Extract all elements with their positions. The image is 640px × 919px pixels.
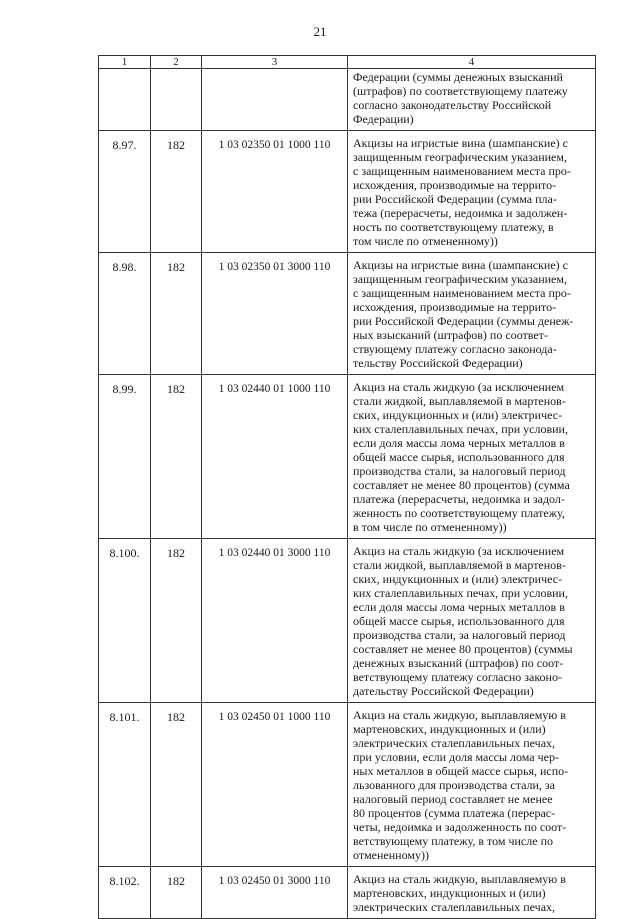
description-line: защищенным географическим указанием, [353,272,567,286]
description-line: при условии, если доля массы лома чер- [353,750,559,764]
table-row [99,867,596,919]
header-col-3: 3 [202,56,348,69]
row-number-cell: 8.101. [99,703,151,867]
page-number: 21 [313,24,327,39]
description-line: (штрафов) по соответствующему платежу [353,84,568,98]
description-line: том числе по отмененному)) [353,234,498,248]
description-line: платежа (перерасчеты, недоимка и задол- [353,492,565,506]
administrator-code-cell [151,69,202,131]
description-line: электрических сталеплавильных печах, [353,900,556,914]
description-line: четы, недоимка и задолженность по соот- [353,820,567,834]
description-line: общей массе сырья, использованного для [353,450,565,464]
administrator-code-cell: 182 [151,539,202,703]
table-row [99,375,596,539]
description-line: в том числе по отмененному)) [353,520,507,534]
budget-code-cell: 1 03 02350 01 3000 110 [202,253,348,375]
description-line: ских, индукционных и (или) электричес- [353,408,563,422]
description-line: ствующему платежу согласно законода- [353,342,557,356]
description-line: ных взысканий (штрафов) по соответ- [353,328,548,342]
description-line: отмененному)) [353,848,429,862]
description-line: Федерации (суммы денежных взысканий [353,70,563,84]
description-line: 80 процентов (сумма платежа (перерас- [353,806,556,820]
description-line: составляет не менее 80 процентов) (суммы [353,642,573,656]
table-row [99,131,596,253]
description-line: производства стали, за налоговый период [353,464,566,478]
description-line: тельству Российской Федерации) [353,356,523,370]
description-line: Акциз на сталь жидкую (за исключением [353,380,565,394]
description-cell [348,131,596,253]
description-line: ветствующему платежу, в том числе по [353,834,553,848]
description-line: электрических сталеплавильных печах, [353,736,556,750]
description-line: исхождения, производимые на террито- [353,300,557,314]
table-row [99,703,596,867]
table-body [99,69,596,919]
table-row [99,253,596,375]
description-line: Акцизы на игристые вина (шампанские) с [353,258,569,272]
description-cell [348,69,596,131]
description-line: общей массе сырья, использованного для [353,614,565,628]
description-line: если доля массы лома черных металлов в [353,600,565,614]
description-line: мартеновских, индукционных и (или) [353,722,546,736]
row-number-cell: 8.98. [99,253,151,375]
administrator-code-cell: 182 [151,131,202,253]
administrator-code-cell: 182 [151,253,202,375]
description-line: ких сталеплавильных печах, при условии, [353,422,568,436]
header-col-4: 4 [348,56,596,69]
description-line: согласно законодательству Российской [353,98,552,112]
description-line: рии Российской Федерации (суммы денеж- [353,314,574,328]
row-number-cell: 8.102. [99,867,151,919]
description-line: составляет не менее 80 процентов) (сумма [353,478,570,492]
description-line: с защищенным наименованием места про- [353,164,571,178]
row-number-cell [99,69,151,131]
description-cell [348,703,596,867]
table-row [99,539,596,703]
description-line: ветствующему платежу согласно законо- [353,670,562,684]
budget-code-cell: 1 03 02440 01 1000 110 [202,375,348,539]
description-cell [348,253,596,375]
description-line: рии Российской Федерации (сумма пла- [353,192,557,206]
header-col-1: 1 [99,56,151,69]
budget-code-cell: 1 03 02440 01 3000 110 [202,539,348,703]
description-line: тежа (перерасчеты, недоимка и задолжен- [353,206,568,220]
description-line: с защищенным наименованием места про- [353,286,571,300]
description-line: ких сталеплавильных печах, при условии, [353,586,568,600]
description-line: Акциз на сталь жидкую (за исключением [353,544,565,558]
budget-code-cell: 1 03 02450 01 3000 110 [202,867,348,919]
budget-classification-table [98,55,596,919]
description-line: ных металлов в общей массе сырья, испо- [353,764,569,778]
description-line: производства стали, за налоговый период [353,628,566,642]
description-line: дательству Российской Федерации) [353,684,534,698]
description-line: исхождения, производимые на террито- [353,178,557,192]
description-line: женность по соответствующему платежу, [353,506,565,520]
table-header-row [99,56,596,69]
row-number-cell: 8.97. [99,131,151,253]
row-number-cell: 8.99. [99,375,151,539]
description-cell [348,867,596,919]
description-line: денежных взысканий (штрафов) по соот- [353,656,564,670]
description-line: защищенным географическим указанием, [353,150,567,164]
row-number-cell: 8.100. [99,539,151,703]
administrator-code-cell: 182 [151,703,202,867]
budget-code-cell: 1 03 02450 01 1000 110 [202,703,348,867]
description-line: мартеновских, индукционных и (или) [353,886,546,900]
description-line: ских, индукционных и (или) электричес- [353,572,563,586]
budget-code-cell: 1 03 02350 01 1000 110 [202,131,348,253]
description-cell [348,375,596,539]
description-line: Акцизы на игристые вина (шампанские) с [353,136,569,150]
header-col-2: 2 [151,56,202,69]
table-row [99,69,596,131]
description-line: Федерации) [353,112,414,126]
administrator-code-cell: 182 [151,375,202,539]
description-line: льзованного для производства стали, за [353,778,556,792]
description-line: Акциз на сталь жидкую, выплавляемую в [353,708,566,722]
administrator-code-cell: 182 [151,867,202,919]
description-line: стали жидкой, выплавляемой в мартенов- [353,558,566,572]
description-line: Акциз на сталь жидкую, выплавляемую в [353,872,566,886]
budget-code-cell [202,69,348,131]
description-line: ность по соответствующему платежу, в [353,220,554,234]
description-cell [348,539,596,703]
description-line: стали жидкой, выплавляемой в мартенов- [353,394,566,408]
description-line: если доля массы лома черных металлов в [353,436,565,450]
description-line: налоговый период составляет не менее [353,792,553,806]
